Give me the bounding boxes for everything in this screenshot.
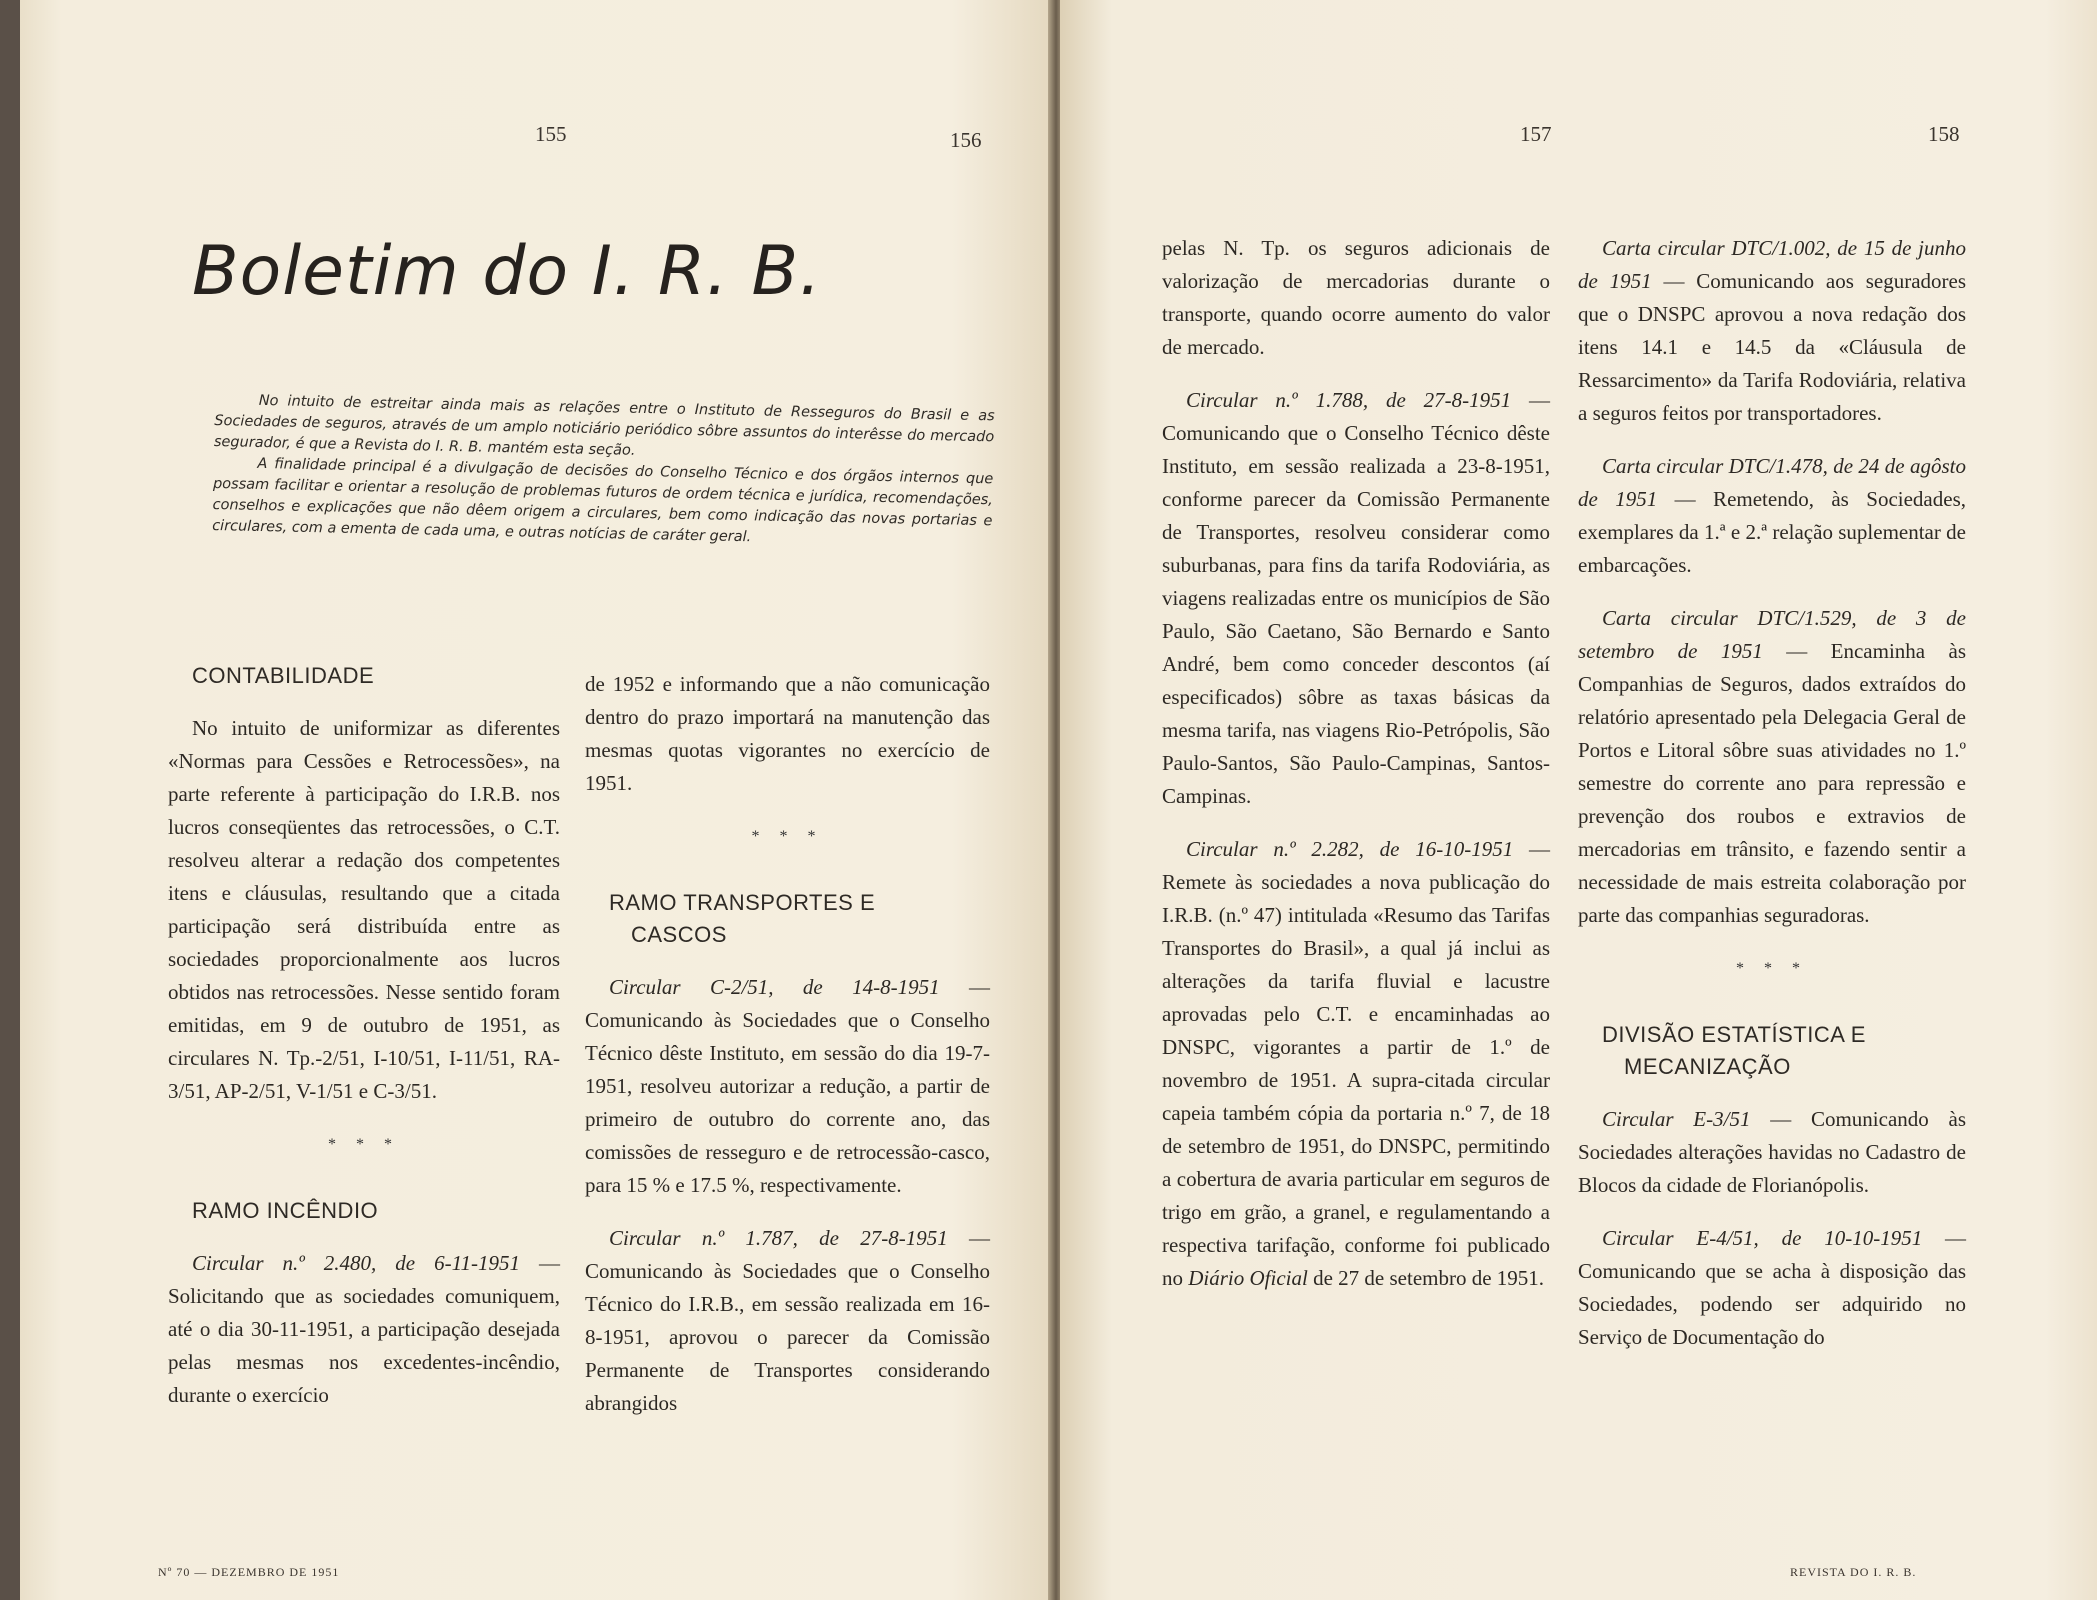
- intro-paragraph-1: No intuito de estreitar ainda mais as relações entre o Instituto de Resseguros do Brasil e as Sociedades de seguros, através de um amplo noticiário periódico sôbre assuntos do interêsse do mercado segurador, é que a Revista do I. R. B. mantém esta seção.: [213, 392, 995, 459]
- heading-ramo-incendio: RAMO INCÊNDIO: [192, 1198, 379, 1223]
- circular-ref: Circular C-2/51, de 14-8-1951: [609, 975, 940, 999]
- column-2: [585, 668, 990, 1440]
- circular-text: — Comunicando aos seguradores que o DNSPC aprovou a nova redação dos itens 14.1 e 14.5 da «Cláusula de Ressarcimento» da Tarifa Rodoviária, relativa a seguros feitos por transportadores.: [1578, 269, 1966, 425]
- circular-ref: Carta circular DTC/1.002, de 15 de junho de 1951: [1578, 236, 1966, 293]
- page-number-156: 156: [950, 128, 982, 152]
- circular-2480: [168, 1247, 560, 1412]
- footer-journal: REVISTA DO I. R. B.: [1790, 1565, 1917, 1579]
- heading-line-1: RAMO TRANSPORTES E: [609, 890, 876, 915]
- section-separator: * * *: [751, 828, 824, 845]
- intro-text: [212, 390, 995, 553]
- circular-text: — Encaminha às Companhias de Seguros, dados extraídos do relatório apresentado pela Delegacia Geral de Portos e Litoral sôbre suas atividades no 1.º semestre do corrente ano para repressão e prevenção dos roubos e extravios de mercadorias em trânsito, e fazendo sentir a necessidade de mais estreita colaboração por parte das companhias seguradoras.: [1578, 639, 1967, 927]
- circular-text: — Comunicando às Sociedades que o Conselho Técnico do I.R.B., em sessão realizada em 16-8-1951, aprovou o parecer da Comissão Permanente de Transportes considerando abrangidos: [585, 1226, 990, 1415]
- carta-circular-1478: [1578, 450, 1966, 582]
- continued-text: pelas N. Tp. os seguros adicionais de valorização de mercadorias durante o transporte, quando ocorre aumento do valor de mercado.: [1162, 236, 1550, 359]
- contabilidade-text: No intuito de uniformizar as diferentes «Normas para Cessões e Retrocessões», na parte referente à participação do I.R.B. nos lucros conseqüentes das retrocessões, o C.T. resolveu alterar a redação dos competentes itens e cláusulas, resultando que a citada participação será distribuída entre as sociedades proporcionalmente aos lucros obtidos nas retrocessões. Nesse sentido foram emitidas, em 9 de outubro de 1951, as circulares N. Tp.-2/51, I-10/51, I-11/51, RA-3/51, AP-2/51, V-1/51 e C-3/51.: [168, 716, 560, 1103]
- circular-text: — Comunicando às Sociedades que o Conselho Técnico dêste Instituto, em sessão do dia 19-7-1951, resolveu autorizar a redução, a partir de primeiro de outubro do corrente ano, das comissões de resseguro e de retrocessão-casco, para 15 % e 17.5 %, respectivamente.: [585, 975, 990, 1197]
- page-number-158: 158: [1928, 122, 1960, 146]
- column-3: [1162, 232, 1550, 1315]
- page-number-155: 155: [535, 122, 567, 146]
- heading-ramo-transportes: [585, 887, 990, 951]
- page-title: Boletim do I. R. B.: [192, 232, 822, 311]
- circular-ref: Carta circular DTC/1.529, de 3 de setembro de 1951: [1578, 606, 1966, 663]
- section-separator: * * *: [328, 1136, 400, 1153]
- circular-text: — Remete às sociedades a nova publicação do I.R.B. (n.º 47) intitulada «Resumo das Tarifas Transportes do Brasil», a qual já inclui as alterações da tarifa fluvial e lacustre aprovadas pelo C.T. e encaminhadas ao DNSPC, vigorantes a partir de 1.º de novembro de 1951. A supra-citada circular capeia também cópia da portaria n.º 7, de 18 de setembro de 1951, do DNSPC, permitindo a cobertura de avaria particular em seguros de trigo em grão, a granel, e regulamentando a respectiva tarifação, conforme foi publicado no: [1162, 837, 1550, 1290]
- column-1: [168, 660, 560, 1432]
- circular-1787: [585, 1222, 990, 1420]
- circular-ref: Circular E-4/51, de 10-10-1951: [1602, 1226, 1923, 1250]
- circular-e4-51: [1578, 1222, 1966, 1354]
- column-4: [1578, 232, 1966, 1374]
- circular-ref: Circular n.º 2.480, de 6-11-1951: [192, 1251, 521, 1275]
- circular-ref: Circular n.º 2.282, de 16-10-1951: [1186, 837, 1514, 861]
- heading-divisao-estatistica: [1578, 1019, 1966, 1083]
- page-number-157: 157: [1520, 122, 1552, 146]
- circular-text-end: de 27 de setembro de 1951.: [1307, 1266, 1545, 1290]
- circular-text: — Solicitando que as sociedades comuniquem, até o dia 30-11-1951, a participação desejada pelas mesmas nos excedentes-incêndio, durante o exercício: [168, 1251, 560, 1407]
- circular-2282: [1162, 833, 1550, 1295]
- heading-contabilidade: CONTABILIDADE: [192, 663, 375, 688]
- circular-text: — Comunicando que se acha à disposição das Sociedades, podendo ser adquirido no Serviço de Documentação do: [1578, 1226, 1967, 1349]
- circular-c2-51: [585, 971, 990, 1202]
- heading-line-1: DIVISÃO ESTATÍSTICA E: [1602, 1022, 1866, 1047]
- right-page: [1060, 0, 2097, 1600]
- intro-paragraph-2: A finalidade principal é a divulgação de decisões do Conselho Técnico e dos órgãos internos que possam facilitar e orientar a resolução de problemas futuros de ordem técnica e jurídica, recomendações, conselhos e explicações que não dêem origem a circulares, bem como indicação das novas portarias e circulares, com a ementa de cada uma, e outras notícias de caráter geral.: [211, 455, 994, 546]
- circular-text: — Comunicando às Sociedades alterações havidas no Cadastro de Blocos da cidade de Florianópolis.: [1578, 1107, 1967, 1197]
- circular-ref: Circular E-3/51: [1602, 1107, 1751, 1131]
- footer-issue: Nº 70 — DEZEMBRO DE 1951: [158, 1565, 340, 1579]
- continued-text: de 1952 e informando que a não comunicação dentro do prazo importará na manutenção das mesmas quotas vigorantes no exercício de 1951.: [585, 672, 990, 795]
- heading-line-2: CASCOS: [631, 922, 727, 947]
- carta-circular-1529: [1578, 602, 1966, 932]
- section-separator: * * *: [1736, 960, 1808, 977]
- left-page: [20, 0, 1055, 1600]
- circular-ref: Circular n.º 1.788, de 27-8-1951: [1186, 388, 1512, 412]
- heading-line-2: MECANIZAÇÃO: [1624, 1054, 1791, 1079]
- circular-text: — Remetendo, às Sociedades, exemplares da 1.ª e 2.ª relação suplementar de embarcações.: [1578, 487, 1966, 577]
- diario-oficial: Diário Oficial: [1188, 1266, 1308, 1290]
- circular-text: — Comunicando que o Conselho Técnico dêste Instituto, em sessão realizada a 23-8-1951, conforme parecer da Comissão Permanente de Transportes, resolveu considerar como suburbanas, para fins da tarifa Rodoviária, as viagens realizadas entre os municípios de São Paulo, São Caetano, São Bernardo e Santo André, bem como conceder descontos (aí especificados) sôbre as taxas básicas da mesma tarifa, nas viagens Rio-Petrópolis, São Paulo-Santos, São Paulo-Campinas, Santos-Campinas.: [1162, 388, 1550, 808]
- carta-circular-1002: [1578, 232, 1966, 430]
- circular-e3-51: [1578, 1103, 1966, 1202]
- circular-ref: Carta circular DTC/1.478, de 24 de agôsto de 1951: [1578, 454, 1966, 511]
- circular-ref: Circular n.º 1.787, de 27-8-1951: [609, 1226, 948, 1250]
- circular-1788: [1162, 384, 1550, 813]
